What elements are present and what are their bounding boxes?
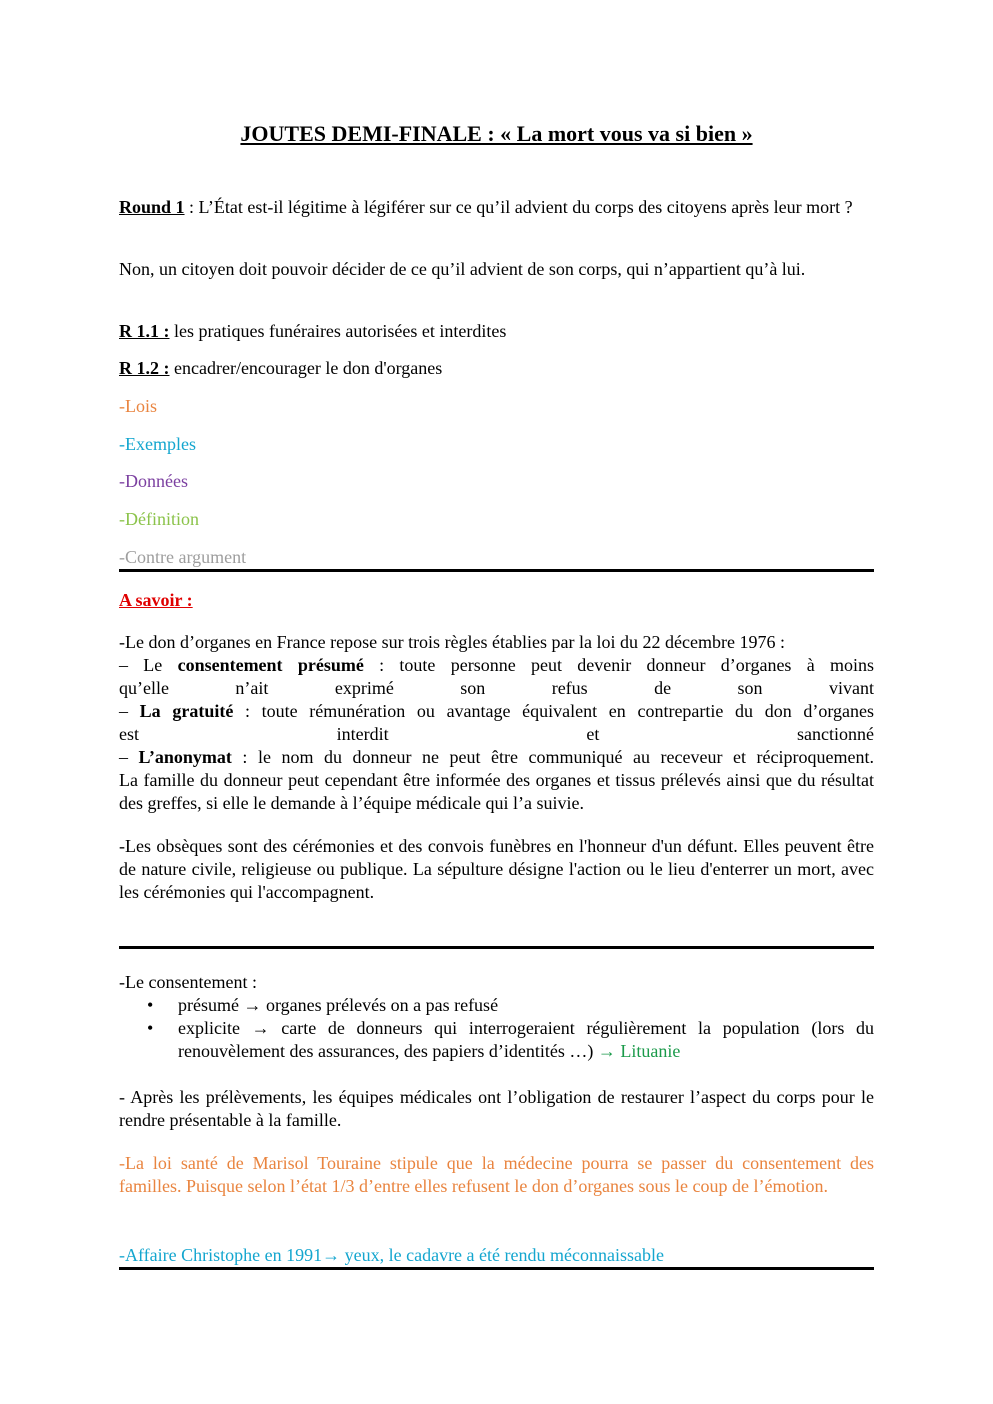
- don-intro: -Le don d’organes en France repose sur trois règles établies par la loi du 22 décembre 1976 :: [119, 632, 785, 652]
- r12-text: encadrer/encourager le don d'organes: [169, 358, 443, 378]
- dash: –: [119, 747, 139, 767]
- don-gratuite-line2: est interdit et sanctionné: [119, 724, 874, 744]
- anonymat-term: L’anonymat: [138, 747, 232, 767]
- legend-definition: -Définition: [119, 509, 199, 529]
- consentement-presume-term: consentement présumé: [177, 655, 364, 675]
- a-savoir-heading: A savoir :: [119, 590, 193, 610]
- round1-answer: Non, un citoyen doit pouvoir décider de ce qu’il advient de son corps, qui n’appartient qu’à lui.: [119, 259, 806, 279]
- divider-2: [119, 946, 874, 949]
- affaire-christophe: -Affaire Christophe en 1991→ yeux, le cadavre a été rendu méconnaissable: [119, 1245, 664, 1265]
- loi-sante-paragraph: -La loi santé de Marisol Touraine stipule que la médecine pourra se passer du consentement des familles. Puisque selon l’état 1/3 d’entre elles refusent le don d’organes sous le coup de l’émotion.: [119, 1153, 874, 1196]
- divider-3: [119, 1267, 874, 1270]
- don-consentement-line2: qu’elle n’ait exprimé son refus de son vivant: [119, 678, 874, 698]
- consentement-list: [119, 994, 874, 1063]
- legend-exemples: -Exemples: [119, 434, 196, 454]
- item-explicite: explicite → carte de donneurs qui interrogeraient régulièrement la population (lors du renouvèlement des assurances, des papiers d’identités …): [178, 1018, 874, 1061]
- don-anonymat-rest: La famille du donneur peut cependant être informée des organes et tissus prélevés ainsi que du résultat des greffes, si elle le demande à l’équipe médicale qui l’a suivie.: [119, 770, 874, 813]
- page-title: JOUTES DEMI-FINALE : « La mort vous va si bien »: [240, 121, 753, 146]
- bullet: •: [147, 1018, 154, 1038]
- obseques-paragraph: -Les obsèques sont des cérémonies et des convois funèbres en l'honneur d'un défunt. Elles peuvent être de nature civile, religieuse ou publique. La sépulture désigne l'action ou le lieu d'enterrer un mort, avec les cérémonies qui l'accompagnent.: [119, 836, 874, 902]
- dash: – Le: [119, 655, 178, 675]
- consentement-section: [119, 971, 874, 1063]
- divider-1: [119, 569, 874, 572]
- list-item: [119, 1017, 874, 1063]
- consentement-heading: -Le consentement :: [119, 972, 257, 992]
- round1-question-text: : L’État est-il légitime à légiférer sur ce qu’il advient du corps des citoyens après leur mort ?: [184, 197, 853, 217]
- prelevements-paragraph: - Après les prélèvements, les équipes médicales ont l’obligation de restaurer l’aspect du corps pour le rendre présentable à la famille.: [119, 1087, 874, 1130]
- r11-text: les pratiques funéraires autorisées et interdites: [169, 321, 507, 341]
- r12-line: [119, 357, 874, 380]
- don-organes-section: [119, 631, 874, 815]
- list-item: [119, 994, 874, 1017]
- round1-question: [119, 196, 874, 219]
- gratuite-text: : toute rémunération ou avantage équivalent en contrepartie du don d’organes: [233, 701, 875, 721]
- legend-lois: -Lois: [119, 396, 157, 416]
- legend-donnees: -Données: [119, 471, 188, 491]
- gratuite-term: La gratuité: [139, 701, 234, 721]
- legend-contre-argument: -Contre argument: [119, 547, 247, 567]
- don-anonymat-line1: [119, 746, 874, 769]
- round1-label: Round 1: [119, 197, 185, 217]
- dash: –: [119, 701, 140, 721]
- item-presume: présumé → organes prélevés on a pas refusé: [178, 995, 499, 1015]
- item-lituanie: → Lituanie: [597, 1041, 681, 1061]
- consentement-text: : toute personne peut devenir donneur d’organes à moins: [363, 655, 875, 675]
- r11-line: [119, 320, 874, 343]
- r12-label: R 1.2 :: [119, 358, 170, 378]
- don-gratuite-line1: [119, 700, 874, 723]
- don-consentement-line1: [119, 654, 874, 677]
- bullet: •: [147, 995, 154, 1015]
- anonymat-text: : le nom du donneur ne peut être communiqué au receveur et réciproquement.: [231, 747, 874, 767]
- r11-label: R 1.1 :: [119, 321, 170, 341]
